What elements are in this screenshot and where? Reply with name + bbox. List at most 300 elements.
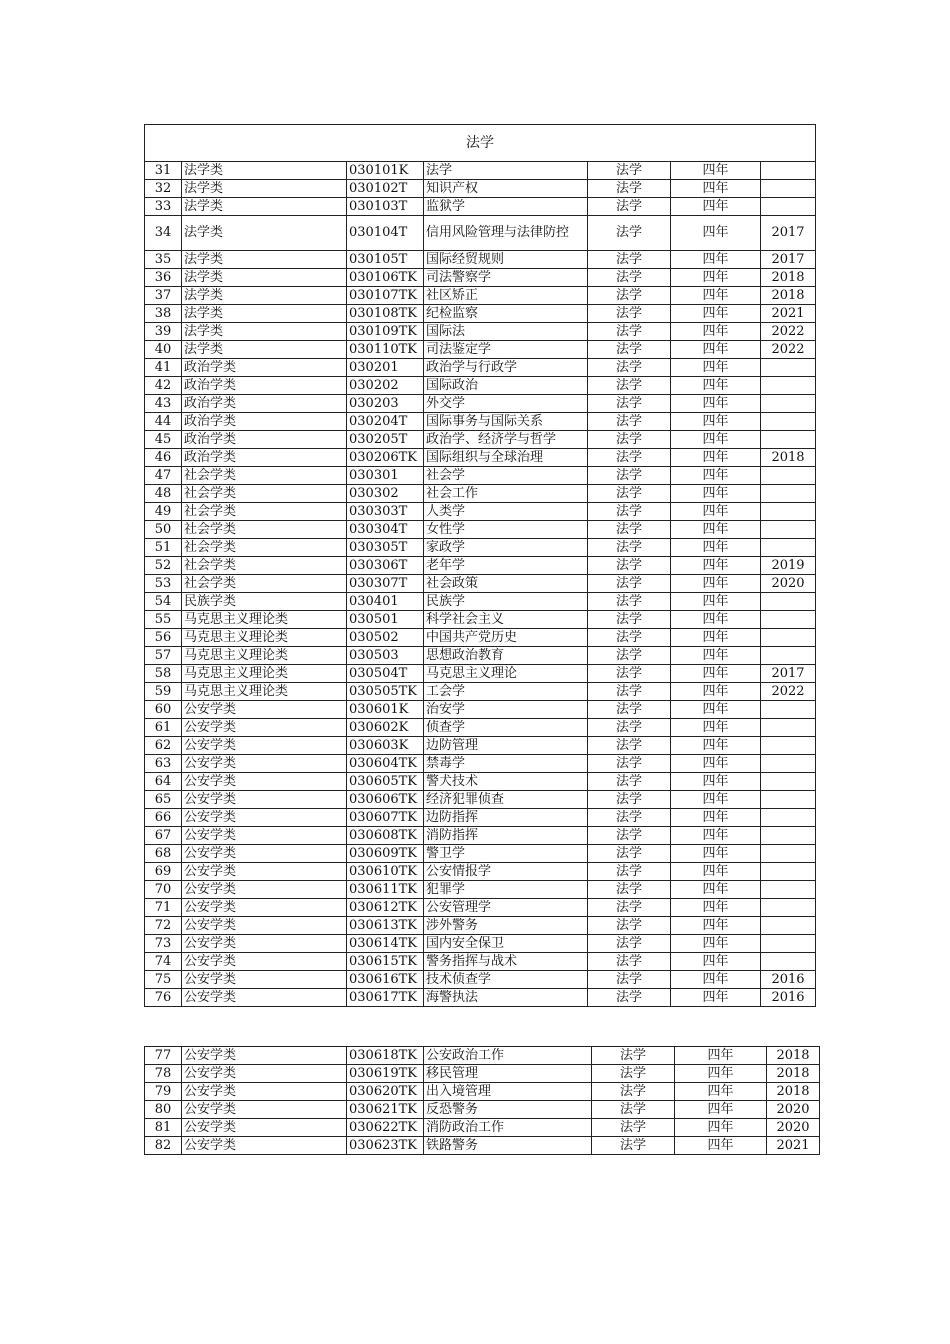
row-number-cell: 72 (145, 917, 182, 935)
duration-cell: 四年 (671, 575, 761, 593)
duration-cell: 四年 (671, 413, 761, 431)
table-row (145, 413, 816, 431)
major-name-cell: 民族学 (424, 593, 588, 611)
table-row (145, 503, 816, 521)
major-code-cell: 030102T (347, 180, 424, 198)
major-code-cell: 030616TK (347, 971, 424, 989)
discipline-category-cell: 马克思主义理论类 (182, 611, 347, 629)
major-name-cell: 海警执法 (424, 989, 588, 1007)
year-added-cell (761, 719, 816, 737)
major-code-cell: 030104T (347, 216, 424, 251)
row-number-cell: 55 (145, 611, 182, 629)
major-code-cell: 030620TK (347, 1083, 424, 1101)
year-added-cell: 2020 (761, 575, 816, 593)
major-name-cell: 家政学 (424, 539, 588, 557)
duration-cell: 四年 (671, 323, 761, 341)
year-added-cell: 2018 (761, 287, 816, 305)
duration-cell: 四年 (675, 1083, 767, 1101)
major-name-cell: 信用风险管理与法律防控 (424, 216, 588, 251)
row-number-cell: 68 (145, 845, 182, 863)
row-number-cell: 35 (145, 251, 182, 269)
year-added-cell (761, 737, 816, 755)
degree-type-cell: 法学 (588, 305, 671, 323)
major-code-cell: 030106TK (347, 269, 424, 287)
duration-cell: 四年 (671, 935, 761, 953)
table-row (145, 485, 816, 503)
duration-cell: 四年 (671, 845, 761, 863)
discipline-category-cell: 法学类 (182, 216, 347, 251)
major-code-cell: 030203 (347, 395, 424, 413)
row-number-cell: 78 (145, 1065, 182, 1083)
duration-cell: 四年 (671, 395, 761, 413)
degree-type-cell: 法学 (588, 647, 671, 665)
year-added-cell (761, 899, 816, 917)
major-code-cell: 030614TK (347, 935, 424, 953)
discipline-category-cell: 政治学类 (182, 395, 347, 413)
major-name-cell: 禁毒学 (424, 755, 588, 773)
degree-type-cell: 法学 (588, 665, 671, 683)
row-number-cell: 44 (145, 413, 182, 431)
year-added-cell: 2017 (761, 251, 816, 269)
major-name-cell: 司法鉴定学 (424, 341, 588, 359)
major-name-cell: 国际政治 (424, 377, 588, 395)
major-code-cell: 030619TK (347, 1065, 424, 1083)
degree-type-cell: 法学 (588, 323, 671, 341)
major-name-cell: 知识产权 (424, 180, 588, 198)
discipline-category-cell: 马克思主义理论类 (182, 665, 347, 683)
major-code-cell: 030108TK (347, 305, 424, 323)
table-row (145, 557, 816, 575)
table-row (145, 683, 816, 701)
duration-cell: 四年 (671, 359, 761, 377)
major-name-cell: 边防管理 (424, 737, 588, 755)
year-added-cell: 2020 (767, 1119, 820, 1137)
table-row (145, 629, 816, 647)
year-added-cell (761, 629, 816, 647)
table-row (145, 917, 816, 935)
major-code-cell: 030609TK (347, 845, 424, 863)
discipline-category-cell: 公安学类 (182, 755, 347, 773)
major-name-cell: 国内安全保卫 (424, 935, 588, 953)
year-added-cell: 2022 (761, 341, 816, 359)
major-code-cell: 030613TK (347, 917, 424, 935)
major-code-cell: 030303T (347, 503, 424, 521)
major-code-cell: 030304T (347, 521, 424, 539)
discipline-category-cell: 政治学类 (182, 413, 347, 431)
table-row (145, 611, 816, 629)
discipline-category-cell: 公安学类 (182, 863, 347, 881)
duration-cell: 四年 (675, 1101, 767, 1119)
table-row (145, 809, 816, 827)
duration-cell: 四年 (671, 683, 761, 701)
major-code-cell: 030305T (347, 539, 424, 557)
duration-cell: 四年 (671, 251, 761, 269)
major-code-cell: 030604TK (347, 755, 424, 773)
row-number-cell: 32 (145, 180, 182, 198)
row-number-cell: 57 (145, 647, 182, 665)
major-name-cell: 工会学 (424, 683, 588, 701)
major-table-continued (144, 1046, 820, 1155)
year-added-cell (761, 881, 816, 899)
major-name-cell: 女性学 (424, 521, 588, 539)
row-number-cell: 59 (145, 683, 182, 701)
year-added-cell (761, 791, 816, 809)
year-added-cell: 2016 (761, 971, 816, 989)
row-number-cell: 70 (145, 881, 182, 899)
discipline-category-cell: 公安学类 (182, 791, 347, 809)
major-code-cell: 030610TK (347, 863, 424, 881)
table-row (145, 1047, 820, 1065)
discipline-category-cell: 公安学类 (182, 1137, 347, 1155)
major-code-cell: 030502 (347, 629, 424, 647)
duration-cell: 四年 (671, 485, 761, 503)
duration-cell: 四年 (671, 162, 761, 180)
major-code-cell: 030602K (347, 719, 424, 737)
discipline-category-cell: 政治学类 (182, 449, 347, 467)
degree-type-cell: 法学 (588, 180, 671, 198)
degree-type-cell: 法学 (588, 485, 671, 503)
table-row (145, 575, 816, 593)
duration-cell: 四年 (671, 899, 761, 917)
degree-type-cell: 法学 (588, 269, 671, 287)
discipline-category-cell: 公安学类 (182, 845, 347, 863)
major-name-cell: 警卫学 (424, 845, 588, 863)
year-added-cell (761, 953, 816, 971)
table-row (145, 863, 816, 881)
discipline-category-cell: 社会学类 (182, 485, 347, 503)
major-name-cell: 政治学与行政学 (424, 359, 588, 377)
year-added-cell (761, 431, 816, 449)
row-number-cell: 64 (145, 773, 182, 791)
degree-type-cell: 法学 (588, 593, 671, 611)
row-number-cell: 56 (145, 629, 182, 647)
row-number-cell: 42 (145, 377, 182, 395)
year-added-cell (761, 359, 816, 377)
table-row (145, 251, 816, 269)
degree-type-cell: 法学 (588, 503, 671, 521)
degree-type-cell: 法学 (588, 809, 671, 827)
major-code-cell: 030608TK (347, 827, 424, 845)
degree-type-cell: 法学 (588, 971, 671, 989)
discipline-category-cell: 政治学类 (182, 377, 347, 395)
degree-type-cell: 法学 (592, 1119, 675, 1137)
table-row (145, 323, 816, 341)
duration-cell: 四年 (671, 449, 761, 467)
major-name-cell: 人类学 (424, 503, 588, 521)
row-number-cell: 80 (145, 1101, 182, 1119)
major-name-cell: 国际法 (424, 323, 588, 341)
table-row (145, 539, 816, 557)
degree-type-cell: 法学 (592, 1101, 675, 1119)
major-code-cell: 030307T (347, 575, 424, 593)
discipline-category-cell: 公安学类 (182, 935, 347, 953)
duration-cell: 四年 (671, 791, 761, 809)
discipline-category-cell: 政治学类 (182, 359, 347, 377)
major-code-cell: 030615TK (347, 953, 424, 971)
major-code-cell: 030109TK (347, 323, 424, 341)
duration-cell: 四年 (671, 305, 761, 323)
major-code-cell: 030105T (347, 251, 424, 269)
discipline-category-cell: 社会学类 (182, 521, 347, 539)
discipline-category-cell: 公安学类 (182, 971, 347, 989)
table-row (145, 827, 816, 845)
degree-type-cell: 法学 (588, 899, 671, 917)
major-code-cell: 030607TK (347, 809, 424, 827)
discipline-category-cell: 公安学类 (182, 1101, 347, 1119)
degree-type-cell: 法学 (588, 557, 671, 575)
discipline-category-cell: 公安学类 (182, 1065, 347, 1083)
year-added-cell: 2022 (761, 683, 816, 701)
degree-type-cell: 法学 (588, 377, 671, 395)
discipline-category-cell: 公安学类 (182, 953, 347, 971)
year-added-cell: 2017 (761, 216, 816, 251)
year-added-cell (761, 467, 816, 485)
row-number-cell: 52 (145, 557, 182, 575)
year-added-cell: 2018 (767, 1065, 820, 1083)
degree-type-cell: 法学 (588, 791, 671, 809)
row-number-cell: 73 (145, 935, 182, 953)
degree-type-cell: 法学 (588, 395, 671, 413)
degree-type-cell: 法学 (588, 341, 671, 359)
row-number-cell: 67 (145, 827, 182, 845)
major-name-cell: 公安管理学 (424, 899, 588, 917)
major-name-cell: 移民管理 (424, 1065, 592, 1083)
row-number-cell: 38 (145, 305, 182, 323)
year-added-cell: 2018 (761, 449, 816, 467)
degree-type-cell: 法学 (588, 719, 671, 737)
table-row (145, 1083, 820, 1101)
row-number-cell: 37 (145, 287, 182, 305)
discipline-category-cell: 法学类 (182, 180, 347, 198)
year-added-cell (761, 917, 816, 935)
row-number-cell: 69 (145, 863, 182, 881)
row-number-cell: 47 (145, 467, 182, 485)
major-code-cell: 030601K (347, 701, 424, 719)
row-number-cell: 48 (145, 485, 182, 503)
year-added-cell: 2019 (761, 557, 816, 575)
discipline-category-cell: 公安学类 (182, 719, 347, 737)
major-name-cell: 老年学 (424, 557, 588, 575)
major-code-cell: 030202 (347, 377, 424, 395)
major-code-cell: 030306T (347, 557, 424, 575)
discipline-category-cell: 公安学类 (182, 917, 347, 935)
degree-type-cell: 法学 (588, 935, 671, 953)
year-added-cell: 2017 (761, 665, 816, 683)
major-name-cell: 纪检监察 (424, 305, 588, 323)
row-number-cell: 60 (145, 701, 182, 719)
row-number-cell: 50 (145, 521, 182, 539)
discipline-category-cell: 马克思主义理论类 (182, 683, 347, 701)
major-code-cell: 030107TK (347, 287, 424, 305)
major-code-cell: 030110TK (347, 341, 424, 359)
row-number-cell: 43 (145, 395, 182, 413)
major-name-cell: 出入境管理 (424, 1083, 592, 1101)
degree-type-cell: 法学 (592, 1065, 675, 1083)
year-added-cell: 2021 (767, 1137, 820, 1155)
row-number-cell: 46 (145, 449, 182, 467)
year-added-cell (761, 377, 816, 395)
duration-cell: 四年 (671, 647, 761, 665)
degree-type-cell: 法学 (588, 251, 671, 269)
degree-type-cell: 法学 (588, 198, 671, 216)
table-row (145, 467, 816, 485)
year-added-cell (761, 809, 816, 827)
major-name-cell: 技术侦查学 (424, 971, 588, 989)
table-row (145, 521, 816, 539)
year-added-cell (761, 198, 816, 216)
major-name-cell: 社会学 (424, 467, 588, 485)
degree-type-cell: 法学 (588, 611, 671, 629)
row-number-cell: 76 (145, 989, 182, 1007)
degree-type-cell: 法学 (592, 1083, 675, 1101)
table-row (145, 1137, 820, 1155)
degree-type-cell: 法学 (588, 683, 671, 701)
major-name-cell: 公安情报学 (424, 863, 588, 881)
major-name-cell: 中国共产党历史 (424, 629, 588, 647)
major-name-cell: 消防政治工作 (424, 1119, 592, 1137)
degree-type-cell: 法学 (588, 917, 671, 935)
duration-cell: 四年 (671, 593, 761, 611)
major-code-cell: 030302 (347, 485, 424, 503)
degree-type-cell: 法学 (588, 755, 671, 773)
discipline-category-cell: 公安学类 (182, 737, 347, 755)
major-name-cell: 科学社会主义 (424, 611, 588, 629)
duration-cell: 四年 (671, 989, 761, 1007)
duration-cell: 四年 (675, 1137, 767, 1155)
year-added-cell (761, 863, 816, 881)
table-title: 法学 (145, 125, 816, 162)
major-code-cell: 030206TK (347, 449, 424, 467)
year-added-cell (761, 827, 816, 845)
table-row (145, 665, 816, 683)
major-name-cell: 思想政治教育 (424, 647, 588, 665)
discipline-category-cell: 公安学类 (182, 827, 347, 845)
degree-type-cell: 法学 (588, 863, 671, 881)
year-added-cell (761, 755, 816, 773)
discipline-category-cell: 法学类 (182, 198, 347, 216)
degree-type-cell: 法学 (588, 216, 671, 251)
major-name-cell: 国际组织与全球治理 (424, 449, 588, 467)
duration-cell: 四年 (671, 341, 761, 359)
row-number-cell: 58 (145, 665, 182, 683)
major-code-cell: 030101K (347, 162, 424, 180)
major-name-cell: 社会政策 (424, 575, 588, 593)
year-added-cell (761, 701, 816, 719)
major-name-cell: 社区矫正 (424, 287, 588, 305)
degree-type-cell: 法学 (588, 287, 671, 305)
major-code-cell: 030504T (347, 665, 424, 683)
duration-cell: 四年 (671, 503, 761, 521)
table-row (145, 395, 816, 413)
row-number-cell: 74 (145, 953, 182, 971)
duration-cell: 四年 (671, 557, 761, 575)
row-number-cell: 77 (145, 1047, 182, 1065)
degree-type-cell: 法学 (588, 701, 671, 719)
discipline-category-cell: 公安学类 (182, 1119, 347, 1137)
discipline-category-cell: 马克思主义理论类 (182, 629, 347, 647)
major-name-cell: 经济犯罪侦查 (424, 791, 588, 809)
duration-cell: 四年 (671, 917, 761, 935)
row-number-cell: 34 (145, 216, 182, 251)
major-name-cell: 政治学、经济学与哲学 (424, 431, 588, 449)
table-row (145, 647, 816, 665)
degree-type-cell: 法学 (588, 449, 671, 467)
table-row (145, 377, 816, 395)
year-added-cell: 2016 (761, 989, 816, 1007)
duration-cell: 四年 (671, 773, 761, 791)
degree-type-cell: 法学 (588, 953, 671, 971)
duration-cell: 四年 (671, 216, 761, 251)
row-number-cell: 71 (145, 899, 182, 917)
row-number-cell: 40 (145, 341, 182, 359)
major-code-cell: 030618TK (347, 1047, 424, 1065)
table-row (145, 737, 816, 755)
discipline-category-cell: 法学类 (182, 341, 347, 359)
row-number-cell: 81 (145, 1119, 182, 1137)
row-number-cell: 54 (145, 593, 182, 611)
degree-type-cell: 法学 (588, 431, 671, 449)
duration-cell: 四年 (671, 953, 761, 971)
discipline-category-cell: 公安学类 (182, 1083, 347, 1101)
row-number-cell: 63 (145, 755, 182, 773)
duration-cell: 四年 (671, 827, 761, 845)
duration-cell: 四年 (671, 180, 761, 198)
degree-type-cell: 法学 (588, 827, 671, 845)
discipline-category-cell: 法学类 (182, 162, 347, 180)
duration-cell: 四年 (671, 755, 761, 773)
major-code-cell: 030617TK (347, 989, 424, 1007)
duration-cell: 四年 (671, 881, 761, 899)
row-number-cell: 66 (145, 809, 182, 827)
table-row (145, 449, 816, 467)
duration-cell: 四年 (671, 431, 761, 449)
discipline-category-cell: 法学类 (182, 269, 347, 287)
major-code-cell: 030621TK (347, 1101, 424, 1119)
table-row (145, 180, 816, 198)
major-name-cell: 消防指挥 (424, 827, 588, 845)
degree-type-cell: 法学 (588, 881, 671, 899)
major-name-cell: 监狱学 (424, 198, 588, 216)
year-added-cell (761, 647, 816, 665)
table-row (145, 1101, 820, 1119)
discipline-category-cell: 公安学类 (182, 1047, 347, 1065)
major-code-cell: 030503 (347, 647, 424, 665)
major-name-cell: 国际经贸规则 (424, 251, 588, 269)
table-row (145, 791, 816, 809)
row-number-cell: 39 (145, 323, 182, 341)
degree-type-cell: 法学 (588, 629, 671, 647)
duration-cell: 四年 (671, 719, 761, 737)
table-row (145, 341, 816, 359)
duration-cell: 四年 (671, 701, 761, 719)
year-added-cell: 2022 (761, 323, 816, 341)
table-row (145, 773, 816, 791)
duration-cell: 四年 (671, 809, 761, 827)
duration-cell: 四年 (671, 198, 761, 216)
row-number-cell: 36 (145, 269, 182, 287)
major-name-cell: 外交学 (424, 395, 588, 413)
year-added-cell (761, 521, 816, 539)
table-row (145, 935, 816, 953)
duration-cell: 四年 (671, 611, 761, 629)
duration-cell: 四年 (671, 287, 761, 305)
degree-type-cell: 法学 (588, 413, 671, 431)
table-row (145, 971, 816, 989)
major-code-cell: 030205T (347, 431, 424, 449)
degree-type-cell: 法学 (588, 539, 671, 557)
major-name-cell: 治安学 (424, 701, 588, 719)
discipline-category-cell: 公安学类 (182, 809, 347, 827)
